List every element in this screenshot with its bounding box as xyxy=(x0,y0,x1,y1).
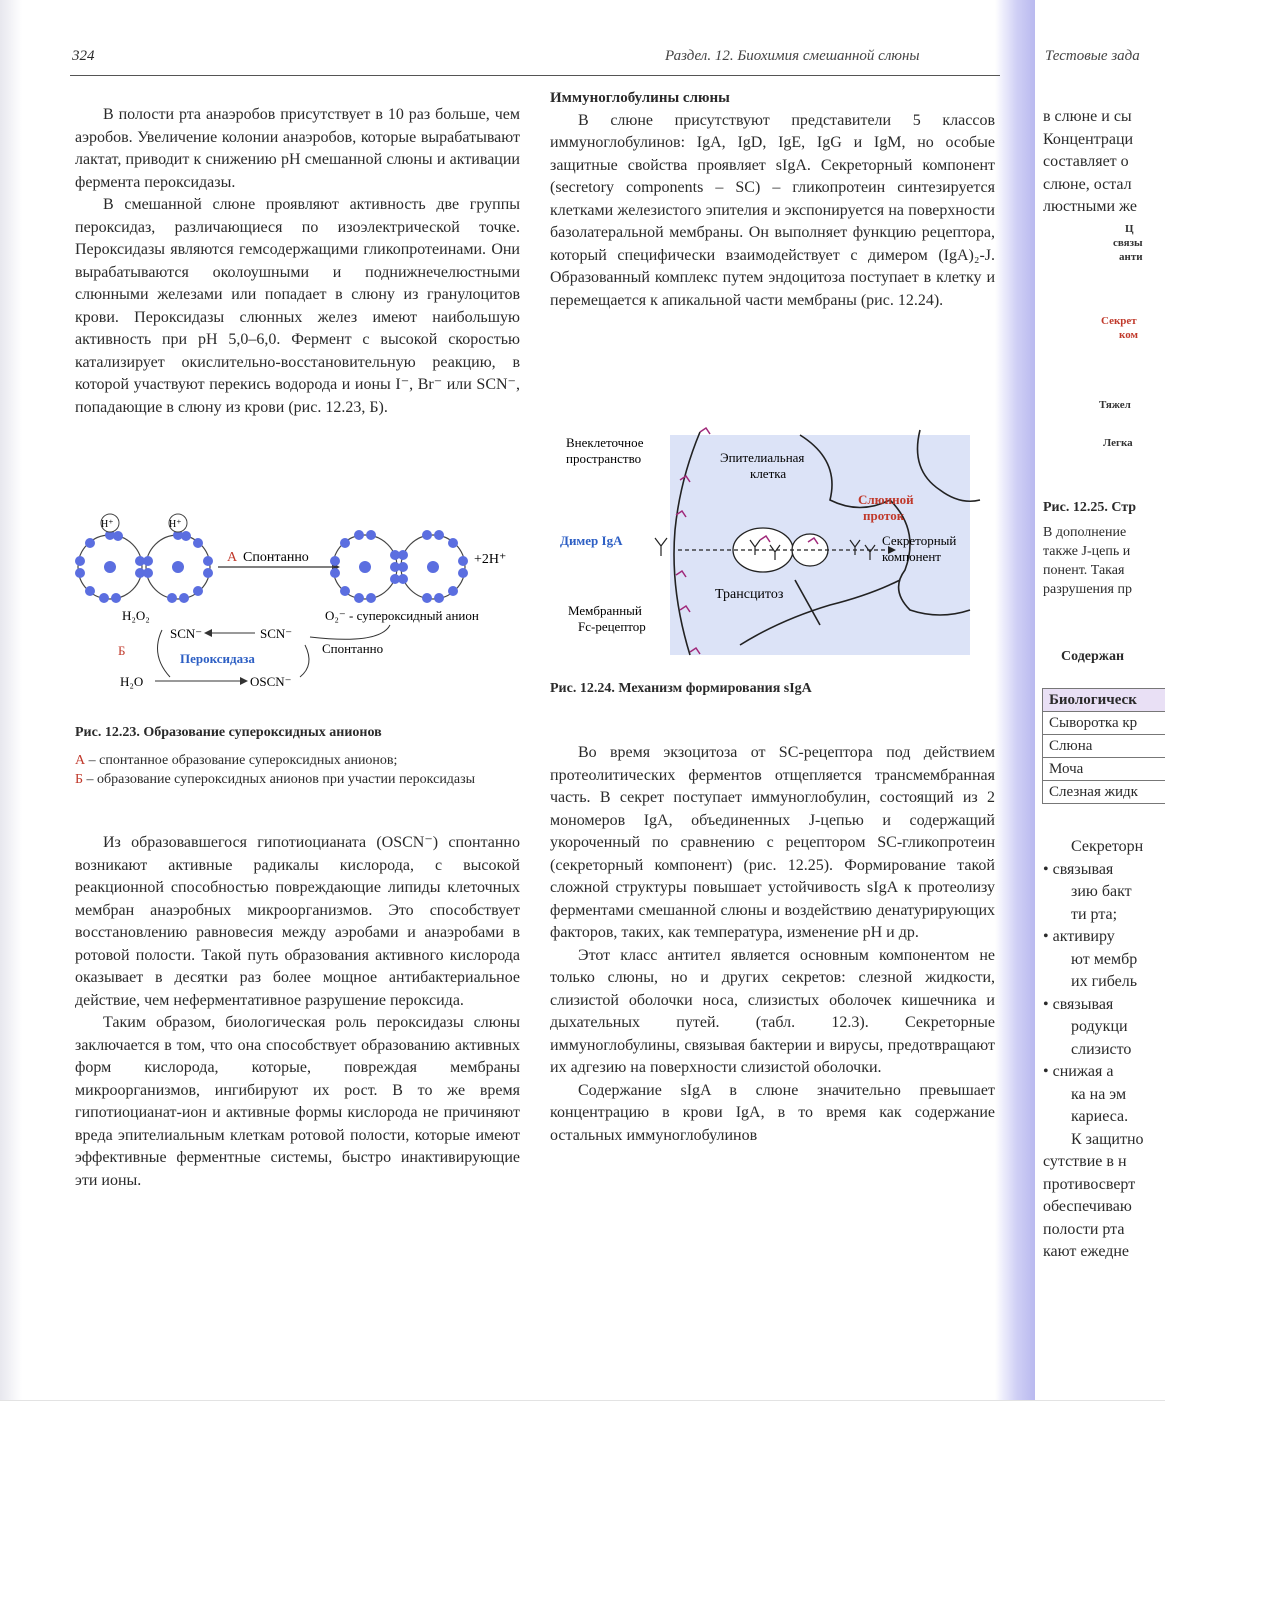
text-line: сутствие в н xyxy=(1043,1153,1127,1170)
column-middle xyxy=(550,87,995,312)
table-title-text: Содержан xyxy=(1061,649,1125,664)
paragraph: Содержание sIgA в слюне значительно превышает концентрацию в крови IgA, в то время как содержание остальных иммуноглобулинов xyxy=(550,1081,995,1144)
oxygen-molecule-right xyxy=(330,530,468,603)
membrane-receptor-label xyxy=(568,603,646,634)
figure-12-23 xyxy=(70,505,520,700)
extracellular-label xyxy=(566,435,647,466)
extracellular-label-line: Внеклеточное xyxy=(566,435,644,450)
figure-12-25-fragment xyxy=(1043,222,1165,450)
paragraph: Во время экзоцитоза от SC-рецептора под действием протеолитических ферментов отщепляется трансмембранная часть. В секрет поступает иммуноглобулин, состоящий из 2 мономеров IgA, объединенных J-цепью и содержащий укороченный по сравнению с рецептором SC-гликопротеин (секреторный компонент) (рис. 12.25). Формирование такой сложной структуры повышает устойчивость sIgA к протеолизу ферментами смешанной слюны и воздействию денатурирующих факторов, таких, как температура, изменение pH и др. xyxy=(550,744,995,941)
legend-text-a: – спонтанное образование супероксидных анионов; xyxy=(85,752,398,768)
oxygen-molecule-left xyxy=(75,514,213,603)
column-middle-lower xyxy=(550,742,995,1147)
spontaneous-label: Спонтанно xyxy=(243,550,309,565)
table-row xyxy=(1043,735,1166,758)
text-line: Секреторн xyxy=(1071,838,1144,855)
oscn-label: OSCN⁻ xyxy=(250,674,292,689)
page-number: 324 xyxy=(72,48,95,64)
text-line: люстными же xyxy=(1043,198,1137,215)
h-plus-label: H⁺ xyxy=(169,519,182,530)
book-spine xyxy=(995,0,1035,1400)
two-h-plus-label: +2H⁺ xyxy=(474,552,507,567)
fig-label: Секрет xyxy=(1101,315,1137,327)
secretory-label-line: компонент xyxy=(882,549,941,564)
legend-letter-b: Б xyxy=(75,771,84,787)
secretory-label-line: Секреторный xyxy=(882,533,957,548)
epithelial-label-line: клетка xyxy=(750,466,787,481)
scn-left-label: SCN⁻ xyxy=(170,626,203,641)
text-line: • снижая а xyxy=(1043,1063,1114,1080)
caption-line: понент. Такая xyxy=(1043,563,1125,578)
header-rule xyxy=(70,75,1000,76)
paragraph: Из образовавшегося гипотиоцианата (OSCN⁻) спонтанно возникают активные радикалы кислорода, с высокой реакционной способностью повреждающие липиды клеточных мембран анаэробных микроорганизмов. Это способствует восстановлению равновесия между аэробами и анаэробами в ротовой полости. Такой путь образования активного кислорода оказывает в десятки раз более мощное антибактериальное действие, чем неферментативное разрушение пероксида. xyxy=(75,834,520,1009)
text-line: кариеса. xyxy=(1071,1108,1129,1125)
text-line: • связывая xyxy=(1043,860,1114,878)
duct-label-line: Слюнной xyxy=(858,492,914,507)
paragraph: В полости рта анаэробов присутствует в 10 раз больше, чем аэробов. Увеличение колонии анаэробов, которые вырабатывают лактат, приводит к снижению pH смешанной слюны и активации фермента пероксидазы. xyxy=(75,106,520,191)
caption-line: также J-цепь и xyxy=(1043,544,1131,559)
figure-caption: Рис. 12.25. Стр xyxy=(1043,500,1137,515)
text-line: составляет о xyxy=(1043,153,1129,170)
fig-label: Легка xyxy=(1103,437,1133,449)
fig-label: Ц xyxy=(1125,223,1134,235)
table-cell: Слезная жидк xyxy=(1043,781,1166,804)
text-line: • связывая xyxy=(1043,995,1114,1013)
running-title: Раздел. 12. Биохимия смешанной слюны xyxy=(665,48,920,64)
column-right-lower xyxy=(1043,836,1165,1264)
h-plus-label: H⁺ xyxy=(101,519,114,530)
text-line: Концентраци xyxy=(1043,130,1134,148)
table-row xyxy=(1043,781,1166,804)
peroxidase-label: Пероксидаза xyxy=(180,651,255,666)
table-row xyxy=(1043,758,1166,781)
text-line: зию бакт xyxy=(1071,883,1132,900)
table-row xyxy=(1043,712,1166,735)
dimer-label: Димер IgA xyxy=(560,533,623,548)
text-line: • активиру xyxy=(1043,928,1115,945)
text-line: К защитно xyxy=(1071,1130,1144,1148)
scan-margin xyxy=(0,1400,1165,1600)
table-row xyxy=(1043,689,1166,712)
fig-label: ком xyxy=(1119,329,1138,341)
caption-line: разрушения пр xyxy=(1043,582,1132,597)
column-right xyxy=(1043,106,1165,219)
label-a: А xyxy=(227,550,238,565)
transcytosis-label: Трансцитоз xyxy=(715,587,784,602)
text-line: полости рта xyxy=(1043,1220,1125,1238)
legend-letter-a: А xyxy=(75,752,86,768)
paragraph: В слюне присутствуют представители 5 классов иммуноглобулинов: IgA, IgD, IgE, IgG и IgM, но особые защитные свойства проявляет sIgA. Секреторный компонент (secretory components – SC) – гликопротеин синтезируется клетками железистого эпителия и экспонируется на поверхности базолатеральной мембраны. Он выполняет функцию рецептора, который специфически взаимодействует с димером (IgA)₂-J. Образованный комплекс путем эндоцитоза поступает в клетку и перемещается к апикальной части мембраны (рис. 12.24). xyxy=(550,111,995,309)
legend-text-b: – образование супероксидных анионов при участии пероксидазы xyxy=(83,771,476,787)
extracellular-label-line: пространство xyxy=(566,451,642,466)
epithelial-label-line: Эпителиальная xyxy=(720,450,805,465)
figure-legend-a xyxy=(75,751,520,770)
h2o2-label: H₂O₂ xyxy=(122,608,150,623)
figure-caption: Рис. 12.23. Образование супероксидных анионов xyxy=(75,725,382,740)
figure-12-25-caption xyxy=(1043,498,1165,599)
text-line: ка на эм xyxy=(1071,1085,1127,1103)
section-title: Иммуноглобулины слюны xyxy=(550,90,730,106)
label-b: Б xyxy=(118,643,126,658)
text-line: обеспечиваю xyxy=(1043,1198,1132,1215)
scan-shadow xyxy=(0,0,22,1400)
table-cell: Биологическ xyxy=(1043,689,1166,712)
paragraph: Таким образом, биологическая роль пероксидазы слюны заключается в том, что она способствует образованию активных форм кислорода, которые, повреждая мембраны микроорганизмов, ингибируют их рост. В то же время гипотиоцианат-ион и активные формы кислорода не причиняют вреда эпителиальным клеткам ротовой полости, которые имеют эффективные ферментные системы, быстро инактивирующие эти ионы. xyxy=(75,1014,520,1189)
duct-label-line: проток xyxy=(863,508,905,523)
text-line: родукци xyxy=(1071,1018,1128,1035)
paragraph: Этот класс антител является основным компонентом не только слюны, но и других секретов: слезной жидкости, слизистой оболочки носа, слизистых оболочек кишечника и дыхательных путей. (табл. 12.3). Секреторные иммуноглобулины, связывая бактерии и вирусы, предотвращают их адгезию на поверхности слизистой оболочки. xyxy=(550,946,995,1076)
caption-line: В дополнение xyxy=(1043,525,1127,540)
fig-label: Тяжел xyxy=(1099,399,1131,411)
text-line: их гибель xyxy=(1071,973,1137,990)
text-line: ют мембр xyxy=(1071,950,1138,968)
running-title-right: Тестовые зада xyxy=(1045,48,1140,64)
text-line: в слюне и сы xyxy=(1043,108,1132,125)
h2o-label: H₂O xyxy=(120,674,144,689)
table-cell: Слюна xyxy=(1043,735,1166,758)
figure-12-23-caption-block xyxy=(75,722,520,789)
table-12-3-fragment xyxy=(1042,688,1165,804)
fig-label: анти xyxy=(1119,251,1143,263)
table-cell: Моча xyxy=(1043,758,1166,781)
spontaneous-b-label: Спонтанно xyxy=(322,641,384,656)
text-line: слизисто xyxy=(1071,1040,1132,1058)
text-line: противосверт xyxy=(1043,1175,1136,1193)
column-left-lower xyxy=(75,832,520,1192)
figure-legend-b xyxy=(75,770,520,789)
column-left xyxy=(75,104,520,419)
table-cell: Сыворотка кр xyxy=(1043,712,1166,735)
membrane-receptor-line: Мембранный xyxy=(568,603,642,618)
text-line: ти рта; xyxy=(1071,905,1118,923)
figure-caption: Рис. 12.24. Механизм формирования sIgA xyxy=(550,681,812,696)
table-title xyxy=(1043,646,1165,669)
scn-right-label: SCN⁻ xyxy=(260,626,293,641)
paragraph: В смешанной слюне проявляют активность две группы пероксидаз, различающиеся по изоэлектрической точке. Пероксидазы являются гемсодержащими гликопротеинами. Они вырабатываются околоушными и поднижнечелюстными слюнными железами или попадает в слюну из гранулоцитов крови. Пероксидазы слюнных желез имеют наибольшую активность при pH 5,0–6,0. Фермент с высокой скоростью катализирует окислительно-восстановительную реакцию, в которой участвуют перекись водорода и ионы I⁻, Br⁻ или SCN⁻, попадающие в слюну из крови (рис. 12.23, Б). xyxy=(75,196,520,416)
figure-12-24-caption-block xyxy=(550,678,995,701)
superoxide-label: O₂⁻ - супероксидный анион xyxy=(325,608,479,623)
text-line: кают ежедне xyxy=(1043,1243,1130,1260)
membrane-receptor-line: Fc-рецептор xyxy=(578,619,646,634)
text-line: слюне, остал xyxy=(1043,175,1132,193)
fig-label: связы xyxy=(1113,237,1143,249)
figure-12-24 xyxy=(560,420,990,660)
